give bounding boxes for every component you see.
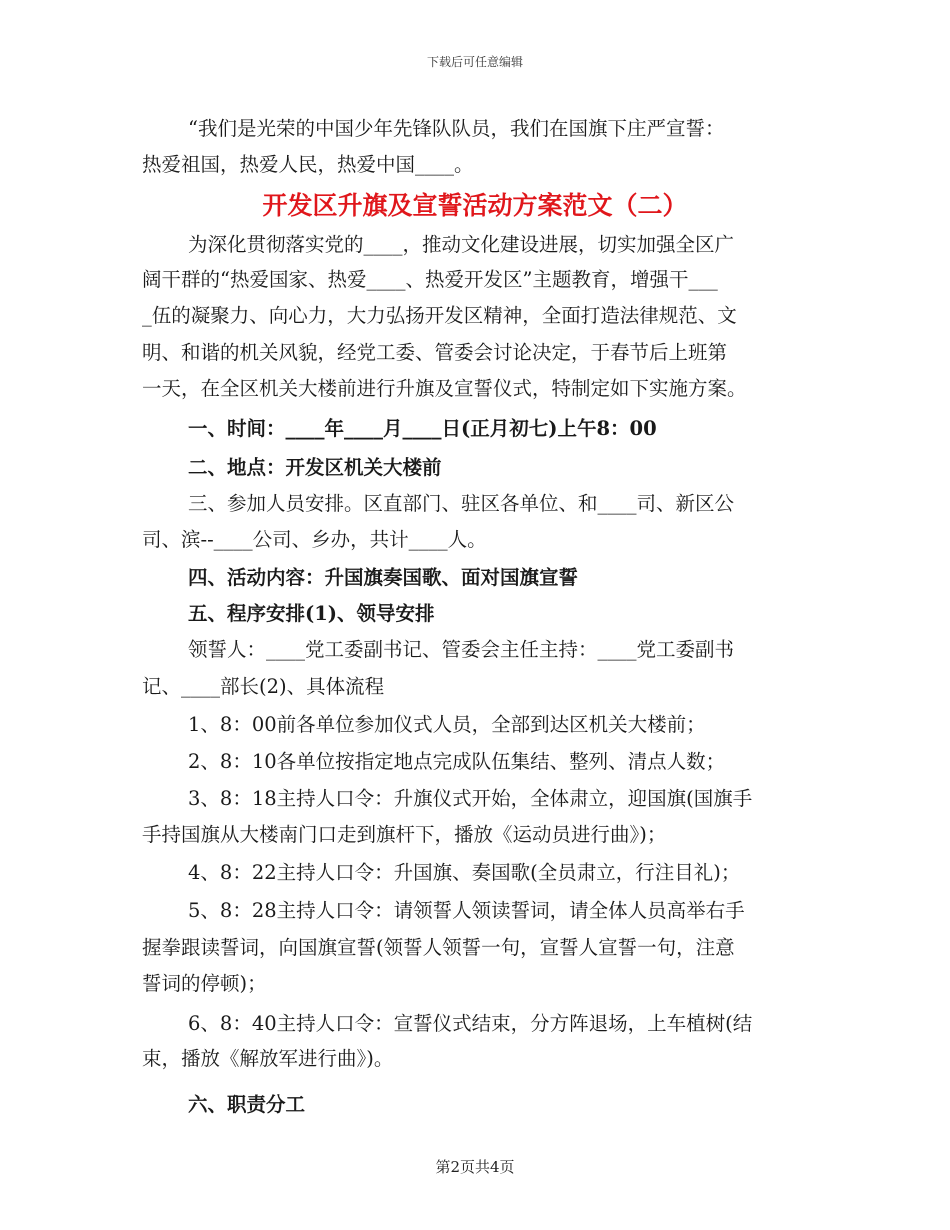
- step-3: 3、8：18主持人口令：升旗仪式开始，全体肃立，迎国旗(国旗手: [188, 787, 753, 810]
- section-title: 开发区升旗及宣誓活动方案范文（二）: [262, 191, 688, 220]
- item-responsibilities: 六、职责分工: [188, 1093, 306, 1116]
- page-number: 第2页共4页: [435, 1158, 515, 1176]
- body-line: 明、和谐的机关风貌，经党工委、管委会讨论决定，于春节后上班第: [142, 341, 728, 364]
- leader-line: 领誓人：____党工委副书记、管委会主任主持：____党工委副书: [188, 638, 735, 661]
- intro-line-1: “我们是光荣的中国少年先锋队队员，我们在国旗下庄严宣誓：: [188, 117, 725, 140]
- body-line: 阔干群的“热爱国家、热爱____、热爱开发区”主题教育，增强干___: [142, 268, 718, 291]
- body-line: _伍的凝聚力、向心力，大力弘扬开发区精神，全面打造法律规范、文: [142, 304, 737, 327]
- step-2: 2、8：10各单位按指定地点完成队伍集结、整列、清点人数；: [188, 750, 726, 773]
- step-5-cont: 握拳跟读誓词，向国旗宣誓(领誓人领誓一句，宣誓人宣誓一句，注意: [142, 936, 735, 959]
- step-4: 4、8：22主持人口令：升国旗、奏国歌(全员肃立，行注目礼)；: [188, 861, 741, 884]
- item-time: 一、时间：____年____月____日(正月初七)上午8：00: [188, 417, 657, 440]
- leader-line-cont: 记、____部长(2)、具体流程: [142, 675, 385, 698]
- item-procedure: 五、程序安排(1)、领导安排: [188, 602, 435, 625]
- page-header-note: 下载后可任意编辑: [426, 55, 523, 69]
- step-5-cont: 誓词的停顿)；: [142, 972, 267, 995]
- item-participants: 三、参加人员安排。区直部门、驻区各单位、和____司、新区公: [188, 492, 735, 515]
- body-line: 为深化贯彻落实党的____，推动文化建设进展，切实加强全区广: [188, 233, 735, 256]
- step-3-cont: 手持国旗从大楼南门口走到旗杆下，播放《运动员进行曲》)；: [142, 823, 667, 846]
- step-5: 5、8：28主持人口令：请领誓人领读誓词，请全体人员高举右手: [188, 899, 745, 922]
- item-content: 四、活动内容：升国旗奏国歌、面对国旗宣誓: [188, 566, 579, 589]
- intro-line-2: 热爱祖国，热爱人民，热爱中国____。: [142, 153, 474, 176]
- item-location: 二、地点：开发区机关大楼前: [188, 456, 442, 479]
- step-6-cont: 束，播放《解放军进行曲》)。: [142, 1047, 394, 1070]
- step-1: 1、8：00前各单位参加仪式人员，全部到达区机关大楼前；: [188, 713, 706, 736]
- body-line: 一天，在全区机关大楼前进行升旗及宣誓仪式，特制定如下实施方案。: [142, 377, 747, 400]
- step-6: 6、8：40主持人口令：宣誓仪式结束，分方阵退场，上车植树(结: [188, 1012, 753, 1035]
- item-participants-cont: 司、滨--____公司、乡办，共计____人。: [142, 528, 487, 551]
